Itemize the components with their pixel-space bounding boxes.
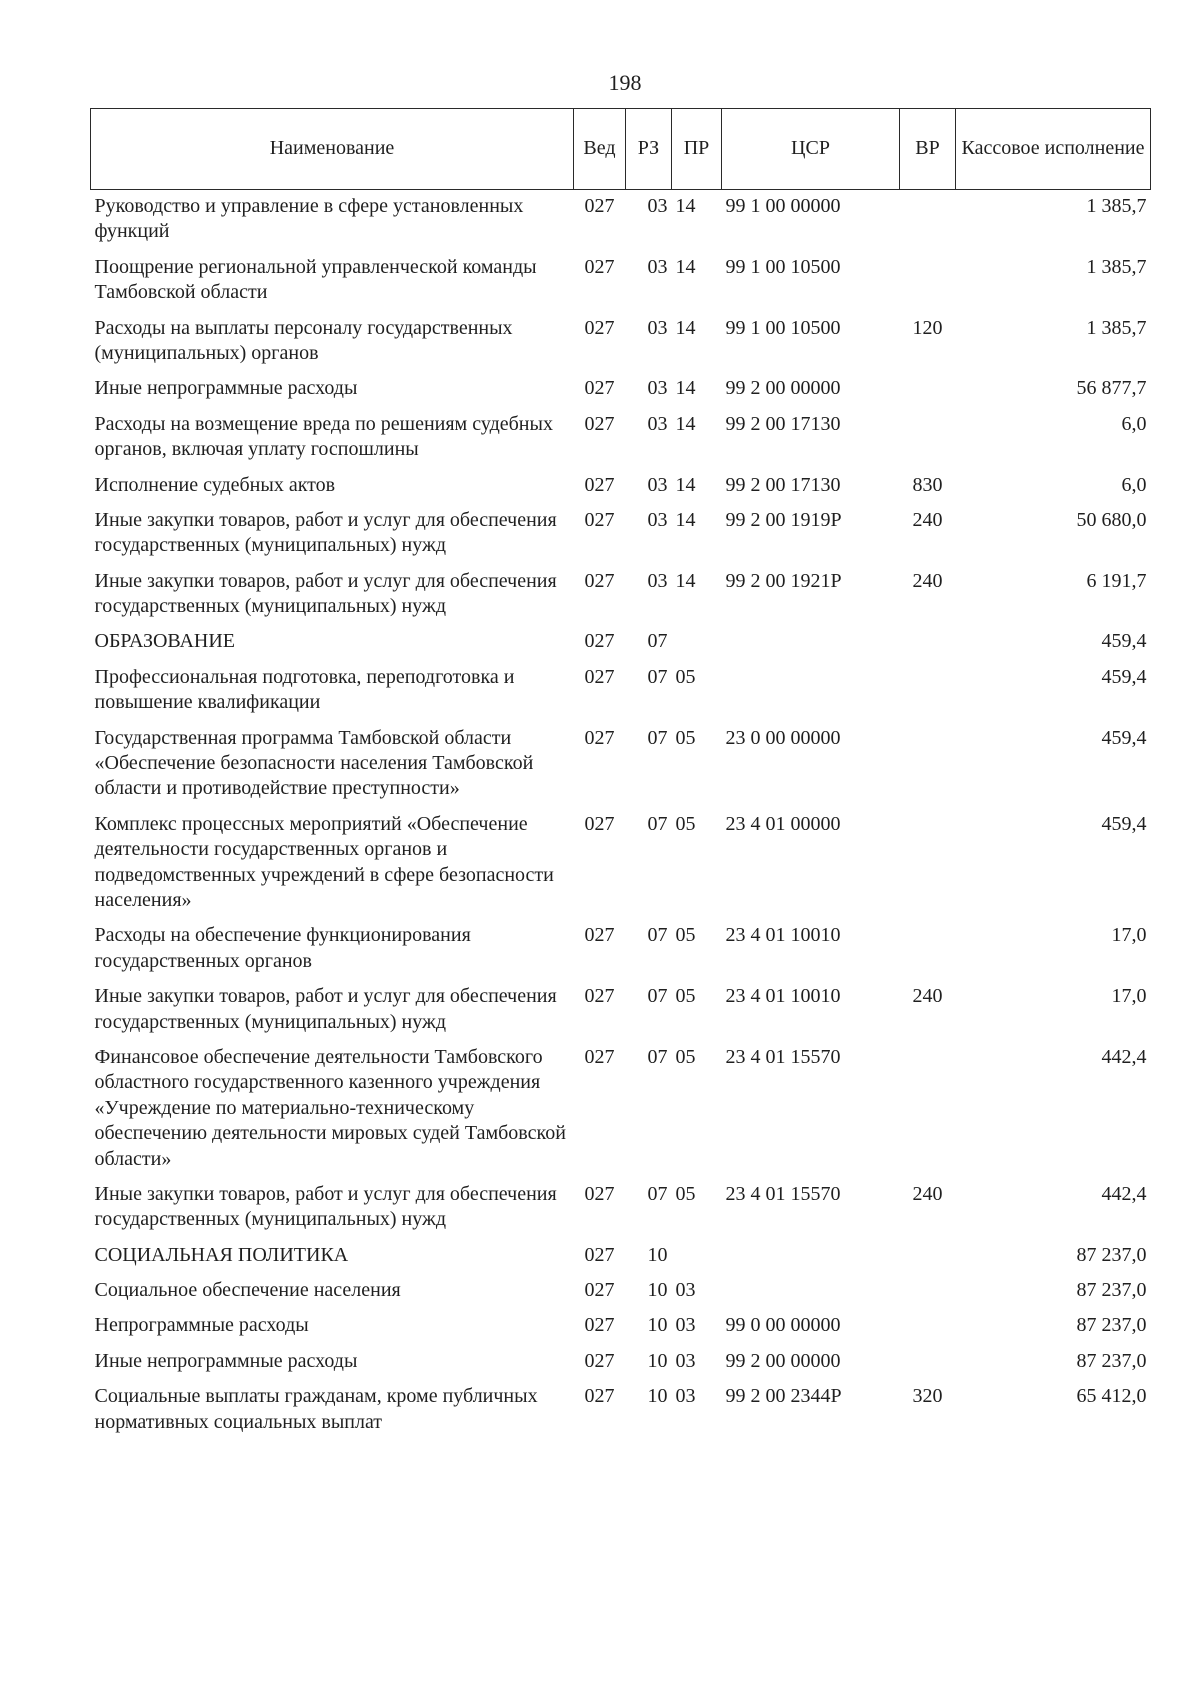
row-pr: 14: [675, 569, 696, 592]
row-name: Иные закупки товаров, работ и услуг для обеспечения государственных (муниципальных) нужд: [94, 985, 557, 1033]
row-amount: 87 237,0: [1076, 1243, 1147, 1266]
row-rz: 10: [647, 1279, 668, 1302]
row-csr: 23 4 01 15570: [725, 1045, 841, 1068]
row-ved: 027: [584, 508, 615, 531]
row-rz: 07: [647, 1045, 668, 1068]
row-amount: 459,4: [1101, 630, 1147, 653]
row-ved: 027: [584, 1182, 615, 1205]
row-name: ОБРАЗОВАНИЕ: [94, 630, 236, 653]
table-row: [91, 372, 1151, 407]
row-vr: [900, 919, 956, 980]
row-pr: [672, 1239, 722, 1274]
row-rz: 10: [647, 1385, 668, 1408]
table-row: [91, 469, 1151, 504]
row-vr: [900, 722, 956, 808]
row-pr: 03: [675, 1349, 696, 1372]
row-vr: [900, 625, 956, 660]
row-pr: 14: [675, 255, 696, 278]
row-name: Поощрение региональной управленческой команды Тамбовской области: [94, 255, 537, 304]
table-row: [91, 1274, 1151, 1309]
row-csr: 99 2 00 1921Р: [725, 569, 842, 592]
row-csr: 99 1 00 10500: [725, 255, 841, 278]
row-pr: 03: [675, 1314, 696, 1337]
row-amount: 442,4: [1101, 1182, 1147, 1205]
row-rz: 10: [647, 1349, 668, 1372]
row-amount: 6,0: [1121, 473, 1147, 496]
row-name: Иные закупки товаров, работ и услуг для обеспечения государственных (муниципальных) нужд: [94, 569, 557, 618]
row-rz: 03: [647, 316, 668, 339]
row-rz: 03: [647, 195, 668, 217]
row-pr: 14: [675, 377, 696, 400]
row-ved: 027: [584, 985, 615, 1008]
row-name: Социальное обеспечение населения: [94, 1279, 401, 1302]
header-name: Наименование: [91, 109, 574, 190]
row-csr: 99 2 00 2344Р: [725, 1385, 842, 1408]
row-amount: 6,0: [1121, 412, 1147, 435]
row-csr: 99 0 00 00000: [725, 1314, 841, 1337]
row-rz: 10: [647, 1243, 668, 1266]
row-ved: 027: [584, 1385, 615, 1408]
row-amount: 50 680,0: [1076, 508, 1147, 531]
row-ved: 027: [584, 1243, 615, 1266]
row-name: Руководство и управление в сфере установленных функций: [94, 195, 524, 243]
row-name: Расходы на возмещение вреда по решениям судебных органов, включая уплату госпошлины: [94, 412, 553, 461]
row-ved: 027: [584, 255, 615, 278]
row-name: Иные закупки товаров, работ и услуг для обеспечения государственных (муниципальных) нужд: [94, 508, 557, 557]
row-name: Иные непрограммные расходы: [94, 1349, 358, 1372]
row-vr: [900, 408, 956, 469]
row-csr: 99 1 00 00000: [725, 195, 841, 217]
table-row: [91, 504, 1151, 565]
row-name: Социальные выплаты гражданам, кроме публичных нормативных социальных выплат: [94, 1385, 538, 1433]
row-vr: [900, 1345, 956, 1380]
row-pr: 03: [675, 1279, 696, 1302]
row-pr: [672, 625, 722, 660]
table-row: [91, 1380, 1151, 1441]
page-number: 198: [608, 70, 642, 95]
row-amount: 1 385,7: [1086, 316, 1147, 339]
row-rz: 07: [647, 924, 668, 947]
row-csr: [722, 661, 900, 722]
row-vr: [900, 1274, 956, 1309]
row-name: Расходы на обеспечение функционирования государственных органов: [94, 924, 471, 972]
table-row: [91, 1041, 1151, 1178]
row-pr: 05: [675, 812, 696, 835]
header-rz: РЗ: [626, 109, 672, 190]
row-csr: 99 1 00 10500: [725, 316, 841, 339]
row-amount: 56 877,7: [1076, 377, 1147, 400]
row-vr: [900, 808, 956, 920]
row-name: Финансовое обеспечение деятельности Тамбовского областного государственного казенного учреждения «Учреждение по материально-техническому обеспечению деятельности мировых судей Тамбовской области»: [94, 1045, 566, 1170]
row-name: Иные непрограммные расходы: [94, 377, 358, 400]
table-row: [91, 722, 1151, 808]
row-pr: 14: [675, 195, 696, 217]
row-csr: 99 2 00 17130: [725, 473, 841, 496]
row-pr: 14: [675, 473, 696, 496]
row-ved: 027: [584, 630, 615, 653]
row-pr: 05: [675, 985, 696, 1008]
row-ved: 027: [584, 1279, 615, 1302]
table-row: [91, 1239, 1151, 1274]
row-ved: 027: [584, 473, 615, 496]
row-rz: 07: [647, 630, 668, 653]
row-csr: [722, 1274, 900, 1309]
row-ved: 027: [584, 569, 615, 592]
row-csr: 99 2 00 1919Р: [725, 508, 842, 531]
row-ved: 027: [584, 924, 615, 947]
row-pr: 03: [675, 1385, 696, 1408]
table-row: [91, 625, 1151, 660]
table-row: [91, 808, 1151, 920]
budget-execution-table: [90, 108, 1151, 1441]
row-rz: 03: [647, 508, 668, 531]
row-rz: 10: [647, 1314, 668, 1337]
row-vr: [900, 1041, 956, 1178]
header-csr: ЦСР: [722, 109, 900, 190]
row-ved: 027: [584, 665, 615, 688]
row-rz: 03: [647, 569, 668, 592]
row-amount: 1 385,7: [1086, 255, 1147, 278]
row-pr: 14: [675, 412, 696, 435]
row-vr: [900, 661, 956, 722]
row-vr: 320: [912, 1385, 943, 1408]
table-body: [91, 190, 1151, 1442]
row-vr: [900, 1239, 956, 1274]
row-csr: [722, 625, 900, 660]
row-csr: 23 4 01 10010: [725, 924, 841, 947]
row-vr: 240: [912, 569, 943, 592]
row-rz: 03: [647, 377, 668, 400]
row-amount: 459,4: [1101, 665, 1147, 688]
table-row: [91, 1345, 1151, 1380]
row-csr: 23 4 01 15570: [725, 1182, 841, 1205]
row-ved: 027: [584, 377, 615, 400]
row-ved: 027: [584, 726, 615, 749]
row-amount: 87 237,0: [1076, 1349, 1147, 1372]
table-row: [91, 661, 1151, 722]
row-vr: 120: [912, 316, 943, 339]
row-csr: 23 0 00 00000: [725, 726, 841, 749]
row-pr: 05: [675, 1045, 696, 1068]
row-rz: 07: [647, 1182, 668, 1205]
row-pr: 05: [675, 924, 696, 947]
header-vr: ВР: [900, 109, 956, 190]
row-name: Государственная программа Тамбовской области «Обеспечение безопасности населения Тамбовской области и противодействие преступности»: [94, 726, 534, 800]
row-vr: [900, 190, 956, 251]
row-csr: [722, 1239, 900, 1274]
row-amount: 87 237,0: [1076, 1314, 1147, 1337]
row-amount: 459,4: [1101, 812, 1147, 835]
row-rz: 07: [647, 726, 668, 749]
row-amount: 6 191,7: [1086, 569, 1147, 592]
row-ved: 027: [584, 812, 615, 835]
row-ved: 027: [584, 1314, 615, 1337]
header-pr: ПР: [672, 109, 722, 190]
table-row: [91, 1309, 1151, 1344]
row-vr: 240: [912, 508, 943, 531]
row-vr: 830: [912, 473, 943, 496]
row-amount: 17,0: [1111, 924, 1147, 947]
row-rz: 03: [647, 255, 668, 278]
table-row: [91, 980, 1151, 1041]
row-name: Исполнение судебных актов: [94, 473, 336, 496]
row-ved: 027: [584, 1349, 615, 1372]
row-rz: 03: [647, 412, 668, 435]
row-name: Расходы на выплаты персоналу государственных (муниципальных) органов: [94, 316, 513, 364]
table-row: [91, 565, 1151, 626]
table-row: [91, 919, 1151, 980]
row-ved: 027: [584, 1045, 615, 1068]
row-ved: 027: [584, 412, 615, 435]
table-row: [91, 312, 1151, 373]
row-name: Непрограммные расходы: [94, 1314, 309, 1337]
row-amount: 65 412,0: [1076, 1385, 1147, 1408]
row-ved: 027: [584, 195, 615, 217]
row-amount: 442,4: [1101, 1045, 1147, 1068]
row-vr: 240: [912, 1182, 943, 1205]
row-vr: [900, 1309, 956, 1344]
row-rz: 07: [647, 812, 668, 835]
table-header-row: [91, 109, 1151, 190]
row-rz: 03: [647, 473, 668, 496]
row-pr: 14: [675, 316, 696, 339]
row-amount: 1 385,7: [1086, 195, 1147, 217]
row-name: Иные закупки товаров, работ и услуг для обеспечения государственных (муниципальных) нужд: [94, 1182, 557, 1231]
row-amount: 459,4: [1101, 726, 1147, 749]
table-row: [91, 1178, 1151, 1239]
table-row: [91, 190, 1151, 251]
row-csr: 99 2 00 00000: [725, 377, 841, 400]
row-pr: 05: [675, 1182, 696, 1205]
row-rz: 07: [647, 985, 668, 1008]
row-name: СОЦИАЛЬНАЯ ПОЛИТИКА: [94, 1243, 349, 1266]
row-rz: 07: [647, 665, 668, 688]
row-csr: 99 2 00 00000: [725, 1349, 841, 1372]
row-pr: 05: [675, 726, 696, 749]
row-csr: 99 2 00 17130: [725, 412, 841, 435]
row-ved: 027: [584, 316, 615, 339]
row-csr: 23 4 01 00000: [725, 812, 841, 835]
header-amount: Кассовое исполнение: [956, 109, 1151, 190]
table-row: [91, 408, 1151, 469]
row-csr: 23 4 01 10010: [725, 985, 841, 1008]
table-row: [91, 251, 1151, 312]
row-name: Комплекс процессных мероприятий «Обеспечение деятельности государственных органов и подведомственных учреждений в сфере безопасности населения»: [94, 812, 554, 911]
row-pr: 05: [675, 665, 696, 688]
row-amount: 87 237,0: [1076, 1279, 1147, 1302]
row-pr: 14: [675, 508, 696, 531]
row-name: Профессиональная подготовка, переподготовка и повышение квалификации: [94, 665, 515, 714]
row-vr: [900, 251, 956, 312]
row-vr: 240: [912, 985, 943, 1008]
row-vr: [900, 372, 956, 407]
row-amount: 17,0: [1111, 985, 1147, 1008]
header-ved: Вед: [574, 109, 626, 190]
